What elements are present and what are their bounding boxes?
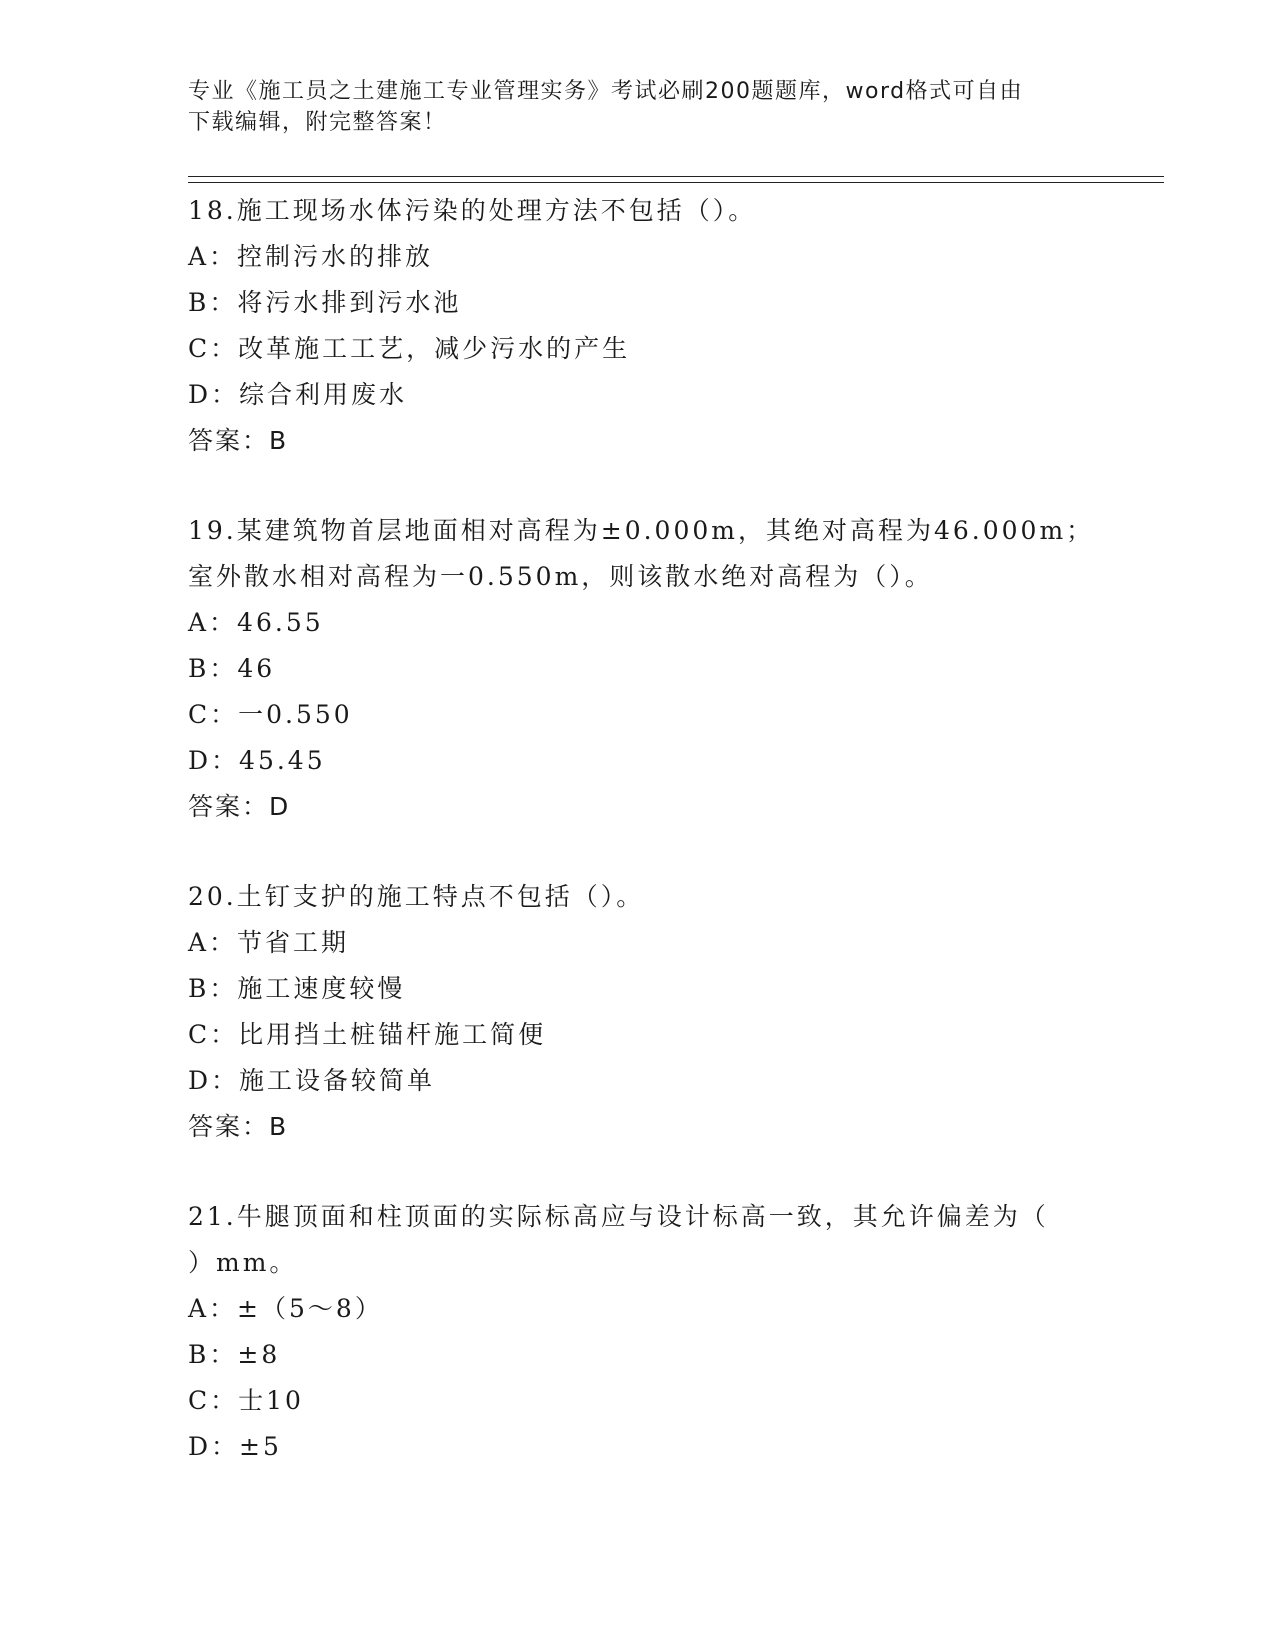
header-divider-top	[188, 176, 1164, 177]
stem-line: 19.某建筑物首层地面相对高程为±0.000m，其绝对高程为46.000m；	[188, 516, 1095, 545]
question-stem	[188, 188, 1088, 234]
document-header	[188, 76, 1068, 138]
option-a: A：控制污水的排放	[188, 242, 434, 271]
option-a: A：±（5～8）	[188, 1294, 383, 1323]
question-19	[188, 508, 1095, 830]
question-18	[188, 188, 1088, 464]
question-21	[188, 1194, 1088, 1470]
option-c: C：一0.550	[188, 700, 353, 729]
option-b: B：±8	[188, 1340, 281, 1369]
question-stem	[188, 874, 1088, 920]
option-b: B：施工速度较慢	[188, 974, 406, 1003]
stem-line: 18.施工现场水体污染的处理方法不包括（）。	[188, 196, 757, 225]
answer-label: 答案：D	[188, 792, 291, 821]
option-d: D：45.45	[188, 746, 326, 775]
option-c: C：比用挡土桩锚杆施工简便	[188, 1020, 547, 1049]
option-b: B：将污水排到污水池	[188, 288, 462, 317]
option-d: D：综合利用废水	[188, 380, 408, 409]
option-a: A：46.55	[188, 608, 324, 637]
answer-label: 答案：B	[188, 426, 289, 455]
question-20	[188, 874, 1088, 1150]
option-b: B：46	[188, 654, 276, 683]
answer-label: 答案：B	[188, 1112, 289, 1141]
option-c: C：士10	[188, 1386, 304, 1415]
question-list	[188, 188, 1095, 1514]
option-c: C：改革施工工艺，减少污水的产生	[188, 334, 631, 363]
stem-line: ）mm。	[188, 1248, 298, 1277]
stem-line: 20.土钉支护的施工特点不包括（）。	[188, 882, 645, 911]
header-divider-bottom	[188, 182, 1164, 183]
option-d: D：施工设备较简单	[188, 1066, 436, 1095]
option-a: A：节省工期	[188, 928, 350, 957]
option-d: D：±5	[188, 1432, 282, 1461]
question-stem	[188, 508, 1095, 600]
stem-line: 21.牛腿顶面和柱顶面的实际标高应与设计标高一致，其允许偏差为（	[188, 1202, 1049, 1231]
question-stem	[188, 1194, 1088, 1286]
stem-line: 室外散水相对高程为一0.550m，则该散水绝对高程为（）。	[188, 562, 933, 591]
header-line-1: 专业《施工员之土建施工专业管理实务》考试必刷200题题库，word格式可自由	[188, 79, 1024, 104]
header-line-2: 下载编辑，附完整答案！	[188, 110, 447, 135]
